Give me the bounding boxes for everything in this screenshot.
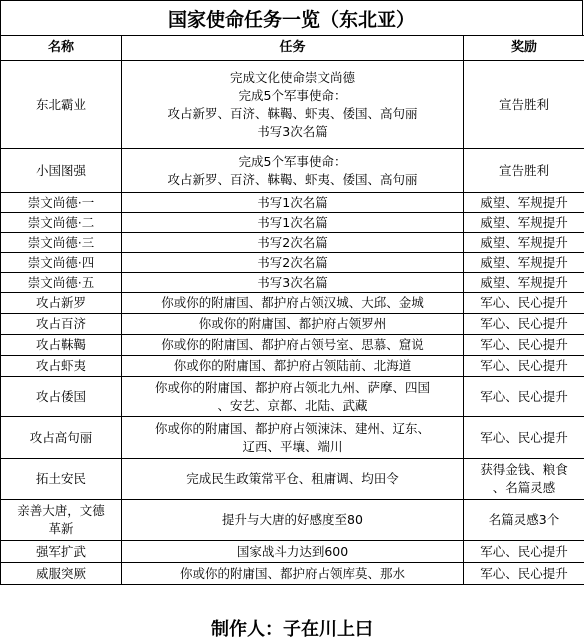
- cell-task: 你或你的附庸国、都护府占领罗州: [122, 314, 464, 335]
- table-row: [1, 61, 584, 149]
- cell-task: 你或你的附庸国、都护府占领涑沫、建州、辽东、 辽西、平壤、端川: [122, 417, 464, 459]
- cell-task: 国家战斗力达到600: [122, 541, 464, 563]
- cell-name: 拓土安民: [1, 459, 122, 500]
- table-row: [1, 500, 584, 541]
- table-row: [1, 213, 584, 233]
- cell-reward: 名篇灵感3个: [464, 500, 584, 541]
- cell-name: 东北霸业: [1, 61, 122, 149]
- cell-reward: 军心、民心提升: [464, 293, 584, 314]
- cell-name: 崇文尚德·三: [1, 233, 122, 253]
- cell-name: 崇文尚德·二: [1, 213, 122, 233]
- cell-reward: 威望、军规提升: [464, 233, 584, 253]
- cell-name: 崇文尚德·四: [1, 253, 122, 273]
- table-row: [1, 314, 584, 335]
- table-row: [1, 149, 584, 193]
- table-row: [1, 193, 584, 213]
- cell-reward: 威望、军规提升: [464, 213, 584, 233]
- cell-reward: 宣告胜利: [464, 149, 584, 193]
- cell-name: 攻占高句丽: [1, 417, 122, 459]
- cell-reward: 宣告胜利: [464, 61, 584, 149]
- table-row: [1, 273, 584, 293]
- cell-name: 强军扩武: [1, 541, 122, 563]
- header-task: 任务: [122, 36, 464, 61]
- header-name: 名称: [1, 36, 122, 61]
- cell-task: 书写1次名篇: [122, 193, 464, 213]
- table-row: [1, 377, 584, 417]
- table-row: [1, 293, 584, 314]
- cell-task: 书写3次名篇: [122, 273, 464, 293]
- cell-name: 小国图强: [1, 149, 122, 193]
- cell-name: 威服突厥: [1, 563, 122, 585]
- cell-task: 提升与大唐的好感度至80: [122, 500, 464, 541]
- cell-name: 崇文尚德·一: [1, 193, 122, 213]
- cell-name: 攻占百济: [1, 314, 122, 335]
- table-row: [1, 563, 584, 585]
- cell-reward: 威望、军规提升: [464, 273, 584, 293]
- table-row: [1, 459, 584, 500]
- cell-name: 崇文尚德·五: [1, 273, 122, 293]
- author-credit: 制作人：子在川上曰: [211, 619, 373, 640]
- cell-task: 书写2次名篇: [122, 253, 464, 273]
- table-row: [1, 253, 584, 273]
- table-row: [1, 541, 584, 563]
- mission-table: [0, 35, 584, 585]
- cell-reward: 军心、民心提升: [464, 356, 584, 377]
- cell-reward: 军心、民心提升: [464, 314, 584, 335]
- cell-task: 你或你的附庸国、都护府占领北九州、萨摩、四国 、安艺、京都、北陆、武藏: [122, 377, 464, 417]
- cell-task: 完成文化使命崇文尚德 完成5个军事使命： 攻占新罗、百济、靺鞨、虾夷、倭国、高句丽 书写3次名篇: [122, 61, 464, 149]
- cell-name: 攻占靺鞨: [1, 335, 122, 356]
- cell-reward: 威望、军规提升: [464, 193, 584, 213]
- cell-name: 攻占倭国: [1, 377, 122, 417]
- header-row: [1, 36, 584, 61]
- table-row: [1, 356, 584, 377]
- mission-rows: [1, 61, 584, 585]
- table-row: [1, 335, 584, 356]
- cell-reward: 军心、民心提升: [464, 335, 584, 356]
- cell-task: 书写2次名篇: [122, 233, 464, 253]
- cell-task: 完成民生政策常平仓、租庸调、均田令: [122, 459, 464, 500]
- header-reward: 奖励: [464, 36, 584, 61]
- cell-task: 完成5个军事使命： 攻占新罗、百济、靺鞨、虾夷、倭国、高句丽: [122, 149, 464, 193]
- cell-task: 你或你的附庸国、都护府占领号室、思慕、窟说: [122, 335, 464, 356]
- cell-reward: 获得金钱、粮食 、名篇灵感: [464, 459, 584, 500]
- cell-name: 亲善大唐，文德 革新: [1, 500, 122, 541]
- page-title: 国家使命任务一览（东北亚）: [0, 0, 583, 36]
- cell-task: 书写1次名篇: [122, 213, 464, 233]
- cell-reward: 军心、民心提升: [464, 541, 584, 563]
- cell-reward: 军心、民心提升: [464, 377, 584, 417]
- cell-task: 你或你的附庸国、都护府占领陆前、北海道: [122, 356, 464, 377]
- cell-task: 你或你的附庸国、都护府占领汉城、大邱、金城: [122, 293, 464, 314]
- cell-name: 攻占新罗: [1, 293, 122, 314]
- table-row: [1, 233, 584, 253]
- cell-task: 你或你的附庸国、都护府占领库莫、那水: [122, 563, 464, 585]
- cell-reward: 军心、民心提升: [464, 417, 584, 459]
- cell-reward: 军心、民心提升: [464, 563, 584, 585]
- cell-name: 攻占虾夷: [1, 356, 122, 377]
- cell-reward: 威望、军规提升: [464, 253, 584, 273]
- table-row: [1, 417, 584, 459]
